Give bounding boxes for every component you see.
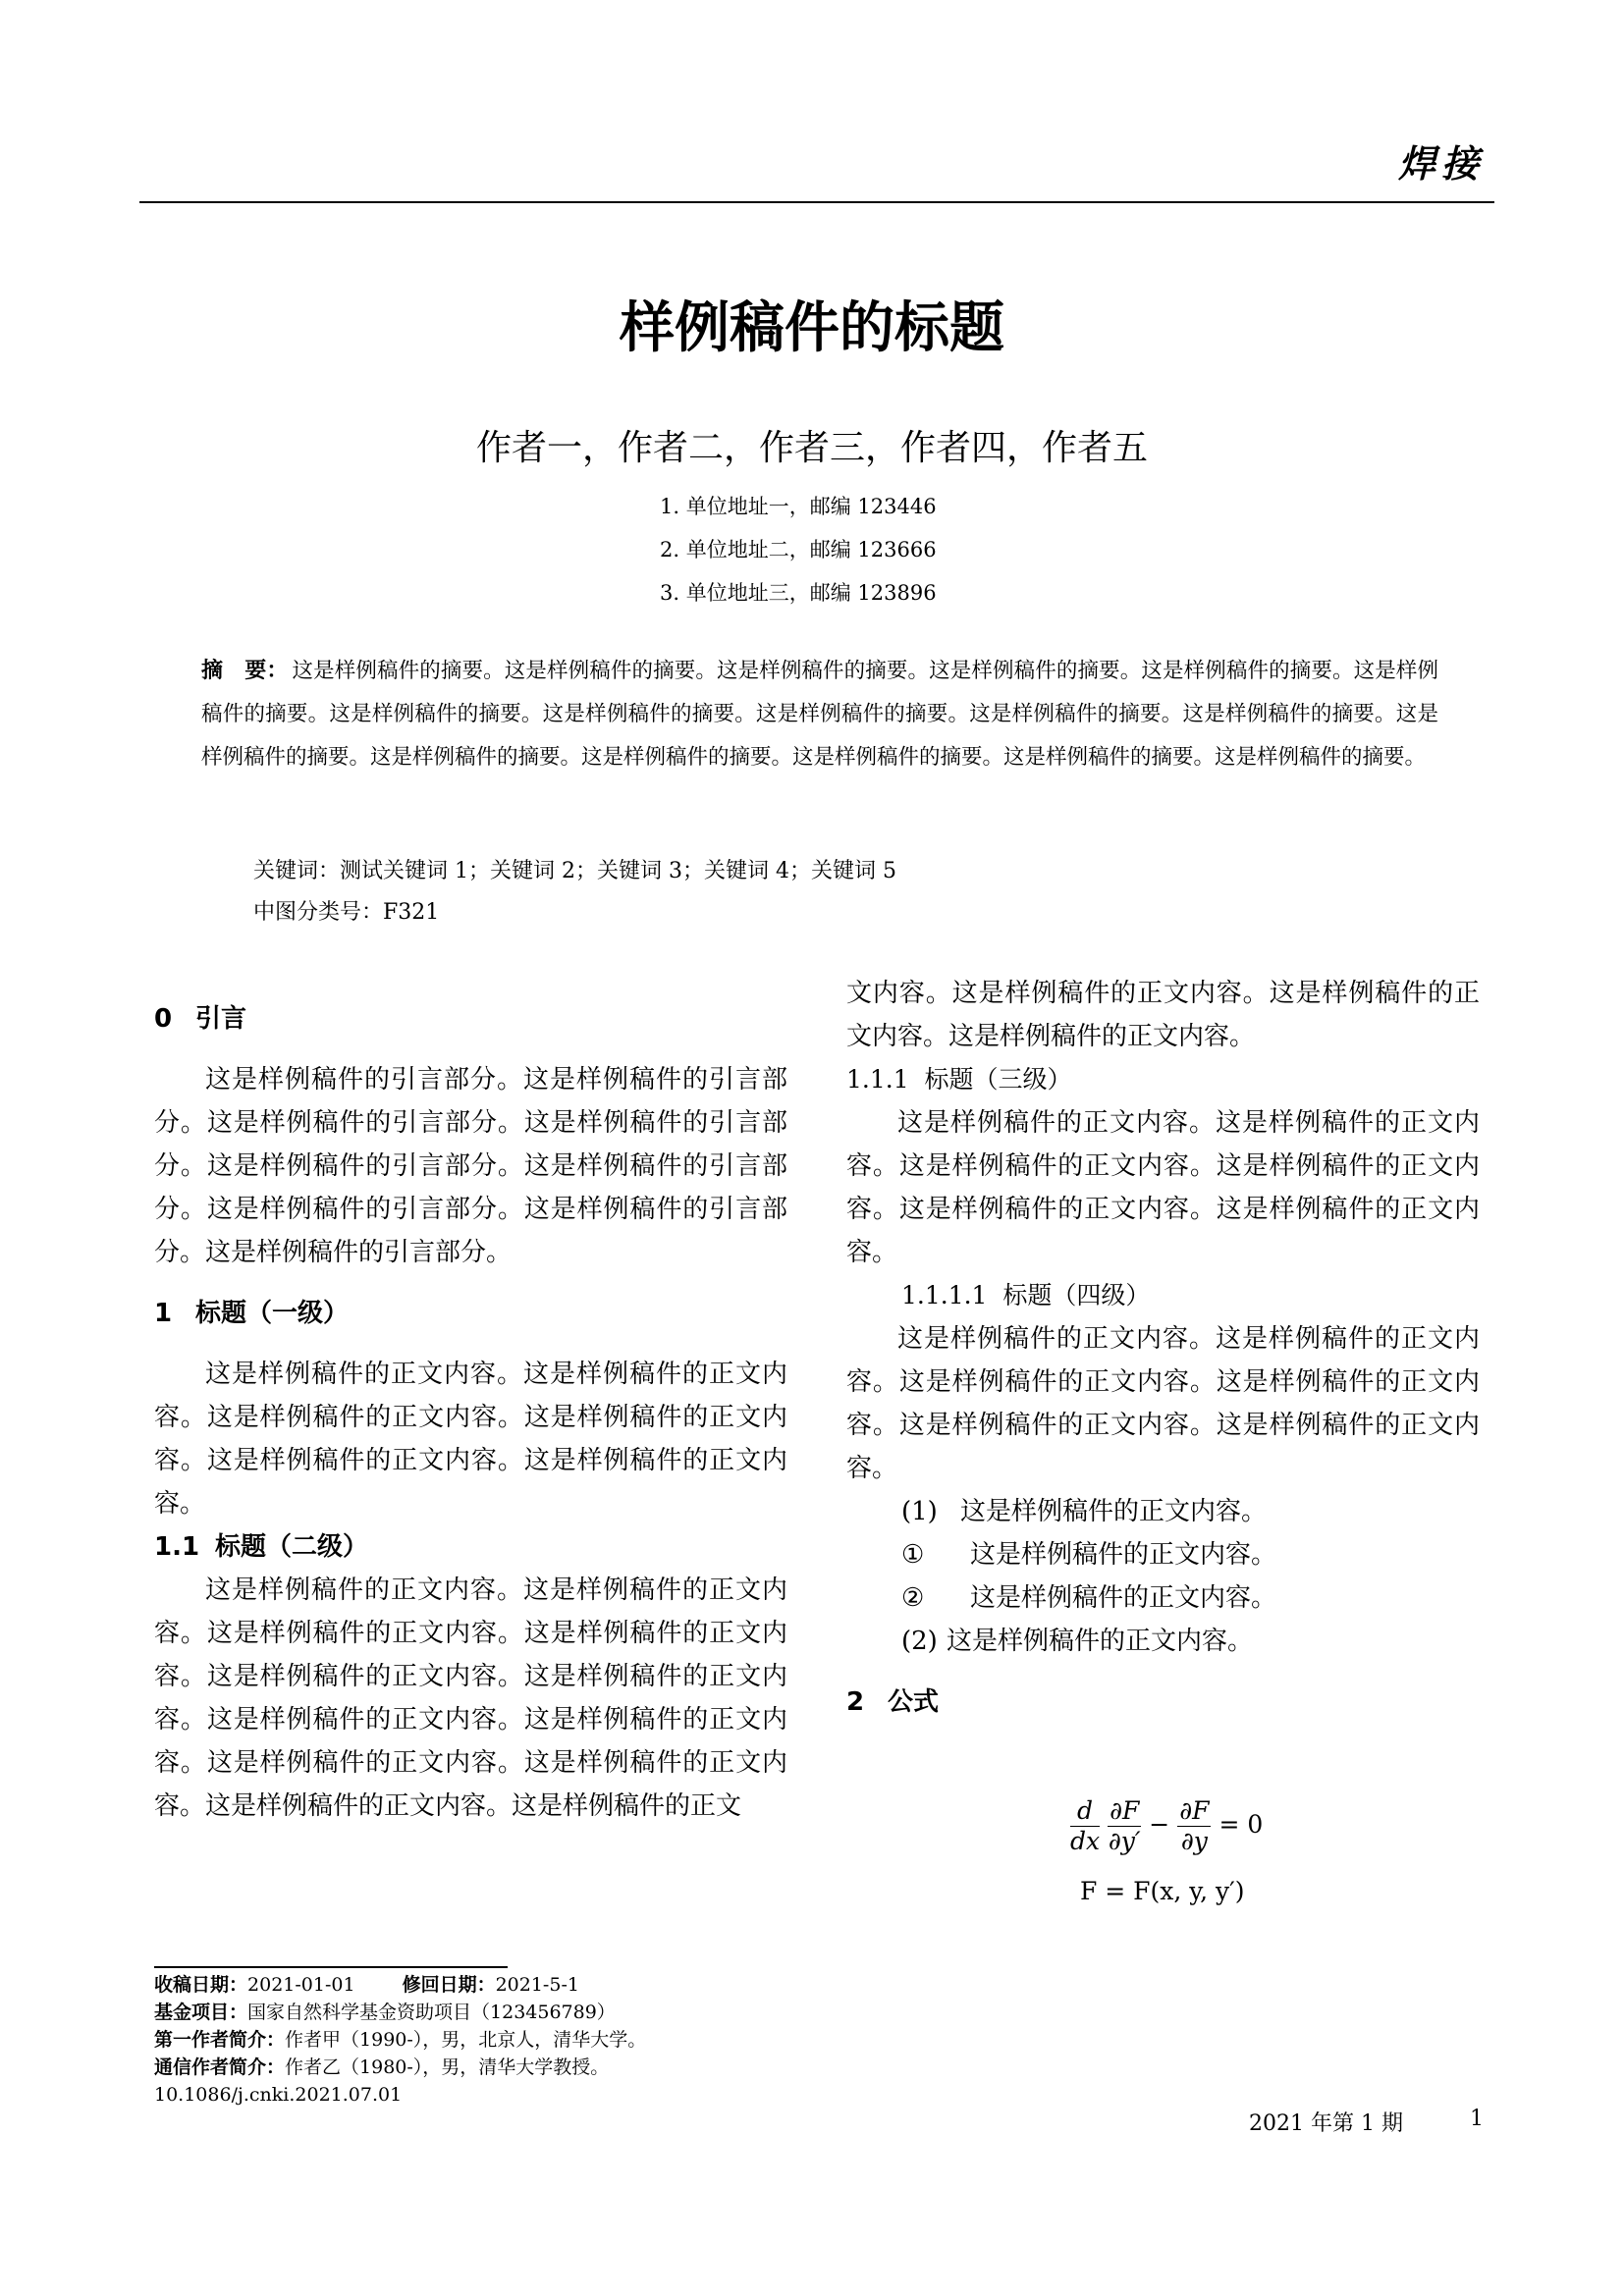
page-number: 1: [1470, 2107, 1484, 2131]
right-column: [846, 972, 1480, 1724]
fraction: $\frac{\partial F}{\partial y}$: [1179, 1796, 1210, 1855]
section-heading-1-1-1-1: 1.1.1.1 标题（四级）: [901, 1281, 1151, 1309]
footnote-rule: [154, 1966, 508, 1968]
classification-label: 中图分类号：: [253, 900, 384, 925]
left-column: [154, 997, 787, 1828]
affiliation-3: 3. 单位地址三，邮编 123896: [660, 581, 937, 605]
keywords-text: 测试关键词 1；关键词 2；关键词 3；关键词 4；关键词 5: [340, 859, 896, 883]
fraction: $\frac{\partial F}{\partial y'}$: [1108, 1796, 1141, 1855]
abstract-text: 这是样例稿件的摘要。这是样例稿件的摘要。这是样例稿件的摘要。这是样例稿件的摘要。这是样例稿件的摘要。这是样例稿件的摘要。这是样例稿件的摘要。这是样例稿件的摘要。这是样例稿件的摘要。这是样例稿件的摘要。这是样例稿件的摘要。这是样例稿件的摘要。这是样例稿件的摘要。这是样例稿件的摘要。这是样例稿件的摘要。这是样例稿件的摘要。这是样例稿件的摘要。: [201, 659, 1438, 770]
section-heading-0: 0 引言: [154, 1004, 247, 1034]
abstract-label: 摘 要：: [201, 659, 289, 683]
list-item: (1) 这是样例稿件的正文内容。: [901, 1497, 1268, 1526]
section-heading-1-1-1: 1.1.1 标题（三级）: [846, 1065, 1072, 1094]
equals-zero: = 0: [1218, 1810, 1264, 1839]
section-heading-1-1: 1.1 标题（二级）: [154, 1532, 369, 1562]
footnote-corresponding-author: 通信作者简介：作者乙（1980-），男，清华大学教授。: [154, 2056, 610, 2078]
footnote-doi: 10.1086/j.cnki.2021.07.01: [154, 2084, 403, 2106]
issue-label: 2021 年第 1 期: [1249, 2111, 1403, 2136]
classification-text: F321: [383, 900, 440, 925]
body-paragraph-1: 这是样例稿件的正文内容。这是样例稿件的正文内容。这是样例稿件的正文内容。这是样例稿件的正文内容。这是样例稿件的正文内容。这是样例稿件的正文内容。: [154, 1360, 787, 1519]
footnote: [154, 1971, 646, 2109]
keywords-label: 关键词：: [253, 859, 341, 883]
header-rule: [139, 201, 1494, 203]
fraction: $\frac{d}{dx}$: [1070, 1796, 1101, 1855]
paper-title: 样例稿件的标题: [620, 296, 1004, 360]
list-item: ② 这是样例稿件的正文内容。: [901, 1583, 1277, 1613]
author-list: 作者一，作者二，作者三，作者四，作者五: [475, 428, 1148, 468]
footnote-dates: 收稿日期：2021-01-01 修回日期：2021-5-1: [154, 1974, 579, 1996]
list-item: ① 这是样例稿件的正文内容。: [901, 1540, 1277, 1570]
formula-function-def: F = F(x, y, y′): [1080, 1877, 1245, 1905]
footnote-fund: 基金项目：国家自然科学基金资助项目（123456789）: [154, 2002, 616, 2023]
intro-paragraph: 这是样例稿件的引言部分。这是样例稿件的引言部分。这是样例稿件的引言部分。这是样例稿件的引言部分。这是样例稿件的引言部分。这是样例稿件的引言部分。这是样例稿件的引言部分。这是样例稿件的引言部分。这是样例稿件的引言部分。: [154, 1065, 787, 1267]
body-paragraph-3: 这是样例稿件的正文内容。这是样例稿件的正文内容。这是样例稿件的正文内容。这是样例稿件的正文内容。这是样例稿件的正文内容。这是样例稿件的正文内容。: [846, 1108, 1480, 1267]
affiliation-2: 2. 单位地址二，邮编 123666: [660, 538, 937, 561]
abstract: [201, 650, 1438, 779]
section-heading-2: 2 公式: [846, 1687, 940, 1717]
section-heading-1: 1 标题（一级）: [154, 1299, 350, 1328]
affiliation-1: 1. 单位地址一，邮编 123446: [660, 495, 937, 518]
keywords: [253, 850, 896, 893]
classification: [253, 891, 439, 934]
body-paragraph-2-continued: 文内容。这是样例稿件的正文内容。这是样例稿件的正文内容。这是样例稿件的正文内容。: [846, 979, 1480, 1051]
body-paragraph-4: 这是样例稿件的正文内容。这是样例稿件的正文内容。这是样例稿件的正文内容。这是样例稿件的正文内容。这是样例稿件的正文内容。这是样例稿件的正文内容。: [846, 1324, 1480, 1483]
minus-sign: −: [1149, 1810, 1170, 1839]
body-paragraph-2: 这是样例稿件的正文内容。这是样例稿件的正文内容。这是样例稿件的正文内容。这是样例稿件的正文内容。这是样例稿件的正文内容。这是样例稿件的正文内容。这是样例稿件的正文内容。这是样例稿件的正文内容。这是样例稿件的正文内容。这是样例稿件的正文内容。这是样例稿件的正文内容。这是样例稿件的正文: [154, 1575, 787, 1821]
footnote-first-author: 第一作者简介：作者甲（1990-），男，北京人，清华大学。: [154, 2029, 647, 2051]
journal-name: 焊接: [1397, 142, 1485, 186]
list-item: (2) 这是样例稿件的正文内容。: [901, 1627, 1254, 1656]
formula-euler-lagrange: [1070, 1796, 1263, 1856]
